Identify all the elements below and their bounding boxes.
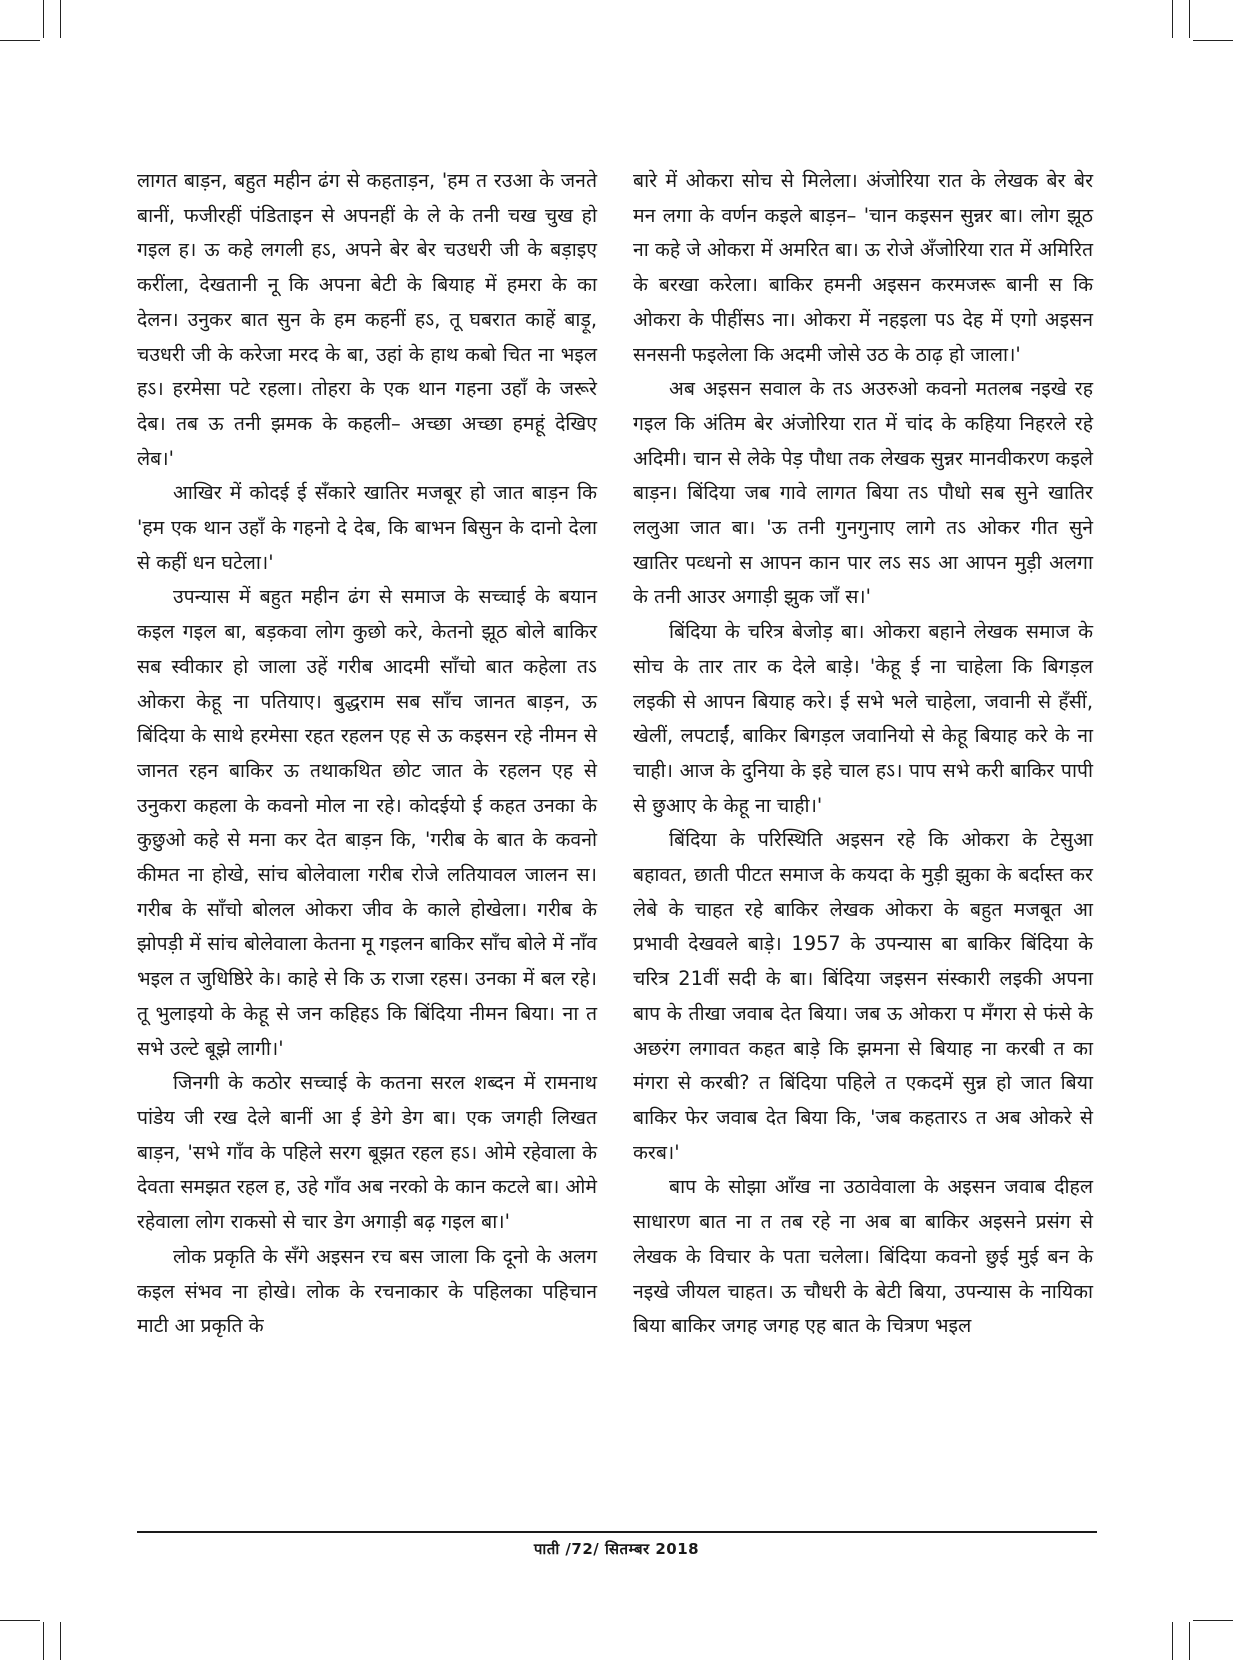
page-footer: पाती /72/ सितम्बर 2018 [533, 1540, 700, 1558]
crop-mark [0, 1620, 40, 1621]
paragraph: लोक प्रकृति के सँगे अइसन रच बस जाला कि दूनो के अलग कइल संभव ना होखे। लोक के रचनाकार के पहिलका पहिचान माटी आ प्रकृति के [137, 1244, 597, 1338]
crop-mark [1193, 1620, 1233, 1621]
crop-mark [60, 0, 61, 38]
paragraph: जिनगी के कठोर सच्चाई के कतना सरल शब्दन में रामनाथ पांडेय जी रख देले बानीं आ ई डेगे डेग बा। एक जगही लिखत बाड़न, 'सभे गाँव के पहिले सरग बूझत रहल हऽ। ओमे रहेवाला के देवता समझत रहल ह, उहे गाँव अब नरको के कान कटले बा। ओमे रहेवाला लोग राकसो से चार डेग अगाड़ी बढ़ गइल बा।' [137, 1071, 597, 1234]
right-column [633, 164, 1093, 1344]
crop-mark [1189, 0, 1190, 38]
paragraph: बाप के सोझा आँख ना उठावेवाला के अइसन जवाब दीहल साधारण बात ना त तब रहे ना अब बा बाकिर अइसने प्रसंग से लेखक के विचार के पता चलेला। बिंदिया कवनो छुई मुई बन के नइखे जीयल चाहत। ऊ चौधरी के बेटी बिया, उपन्यास के नायिका बिया बाकिर जगह जगह एह बात के चित्रण भइल [633, 1175, 1093, 1338]
crop-mark [1193, 40, 1233, 41]
crop-mark [1172, 0, 1173, 38]
paragraph: लागत बाड़न, बहुत महीन ढंग से कहताड़न, 'हम त रउआ के जनते बानीं, फजीरहीं पंडिताइन से अपनहीं के ले के तनी चख चुख हो गइल ह। ऊ कहे लगली हऽ, अपने बेर बेर चउधरी जी के बड़ाइए करींला, देखतानी नू कि अपना बेटी के बियाह में हमरा के का देलन। उनुकर बात सुन के हम कहनीं हऽ, तू घबरात काहें बाड़ू, चउधरी जी के करेजा मरद के बा, उहां के हाथ कबो चित ना भइल हऽ। हरमेसा पटे रहला। तोहरा के एक थान गहना उहाँ के जरूरे देब। तब ऊ तनी झमक के कहली– अच्छा अच्छा हमहूं देखिए लेब।' [137, 169, 597, 470]
crop-mark [43, 0, 44, 38]
paragraph: अब अइसन सवाल के तऽ अउरुओ कवनो मतलब नइखे रह गइल कि अंतिम बेर अंजोरिया रात में चांद के कहिया निहरले रहे अदिमी। चान से लेके पेड़ पौधा तक लेखक सुन्नर मानवीकरण कइले बाड़न। बिंदिया जब गावे लागत बिया तऽ पौधो सब सुने खातिर ललुआ जात बा। 'ऊ तनी गुनगुनाए लागे तऽ ओकर गीत सुने खातिर पव्धनो स आपन कान पार लऽ सऽ आ आपन मुड़ी अलगा के तनी आउर अगाड़ी झुक जाँ स।' [633, 377, 1093, 609]
paragraph: बिंदिया के चरित्र बेजोड़ बा। ओकरा बहाने लेखक समाज के सोच के तार तार क देले बाड़े। 'केहू ई ना चाहेला कि बिगड़ल लइकी से आपन बियाह करे। ई सभे भले चाहेला, जवानी से हँसीं, खेलीं, लपटाईं, बाकिर बिगड़ल जवानियो से केहू बियाह करे के ना चाही। आज के दुनिया के इहे चाल हऽ। पाप सभे करी बाकिर पापी से छुआए के केहू ना चाही।' [633, 620, 1093, 817]
paragraph: आखिर में कोदई ई सँकारे खातिर मजबूर हो जात बाड़न कि 'हम एक थान उहाँ के गहनो दे देब, कि बाभन बिसुन के दानो देला से कहीं धन घटेला।' [137, 481, 597, 574]
footer-rule [137, 1531, 1097, 1533]
crop-mark [60, 1622, 61, 1660]
paragraph: बिंदिया के परिस्थिति अइसन रहे कि ओकरा के टेसुआ बहावत, छाती पीटत समाज के कयदा के मुड़ी झुका के बर्दास्त कर लेबे के चाहत रहे बाकिर लेखक ओकरा के बहुत मजबूत आ प्रभावी देखवले बाड़े। 1957 के उपन्यास बा बाकिर बिंदिया के चरित्र 21वीं सदी के बा। बिंदिया जइसन संस्कारी लइकी अपना बाप के तीखा जवाब देत बिया। जब ऊ ओकरा प मँगरा से फंसे के अछरंग लगावत कहत बाड़े कि झमना से बियाह ना करबी त का मंगरा से करबी? त बिंदिया पहिले त एकदमें सुन्न हो जात बिया बाकिर फेर जवाब देत बिया कि, 'जब कहतारऽ त अब ओकरे से करब।' [633, 828, 1093, 1164]
left-column [137, 164, 597, 1344]
crop-mark [1172, 1622, 1173, 1660]
paragraph: बारे में ओकरा सोच से मिलेला। अंजोरिया रात के लेखक बेर बेर मन लगा के वर्णन कइले बाड़न– 'चान कइसन सुन्नर बा। लोग झूठ ना कहे जे ओकरा में अमरित बा। ऊ रोजे अँजोरिया रात में अमिरित के बरखा करेला। बाकिर हमनी अइसन करमजरू बानी स कि ओकरा के पीहींसऽ ना। ओकरा में नहइला पऽ देह में एगो अइसन सनसनी फइलेला कि अदमी जोसे उठ के ठाढ़ हो जाला।' [633, 169, 1093, 366]
crop-mark [1189, 1622, 1190, 1660]
crop-mark [0, 40, 40, 41]
crop-mark [43, 1622, 44, 1660]
paragraph: उपन्यास में बहुत महीन ढंग से समाज के सच्चाई के बयान कइल गइल बा, बड़कवा लोग कुछो करे, केतनो झूठ बोले बाकिर सब स्वीकार हो जाला उहें गरीब आदमी साँचो बात कहेला तऽ ओकरा केहू ना पतियाए। बुद्धराम सब साँच जानत बाड़न, ऊ बिंदिया के साथे हरमेसा रहत रहलन एह से ऊ कइसन रहे नीमन से जानत रहन बाकिर ऊ तथाकथित छोट जात के रहलन एह से उनुकरा कहला के कवनो मोल ना रहे। कोदईयो ई कहत उनका के कुछुओ कहे से मना कर देत बाड़न कि, 'गरीब के बात के कवनो कीमत ना होखे, सांच बोलेवाला गरीब रोजे लतियावल जालन स। गरीब के साँचो बोलल ओकरा जीव के काले होखेला। गरीब के झोपड़ी में सांच बोलेवाला केतना मू गइलन बाकिर साँच बोले में नाँव भइल त जुधिष्ठिरे के। काहे से कि ऊ राजा रहस। उनका में बल रहे। तू भुलाइयो के केहू से जन कहिहऽ कि बिंदिया नीमन बिया। ना त सभे उल्टे बूझे लागी।' [137, 585, 597, 1060]
